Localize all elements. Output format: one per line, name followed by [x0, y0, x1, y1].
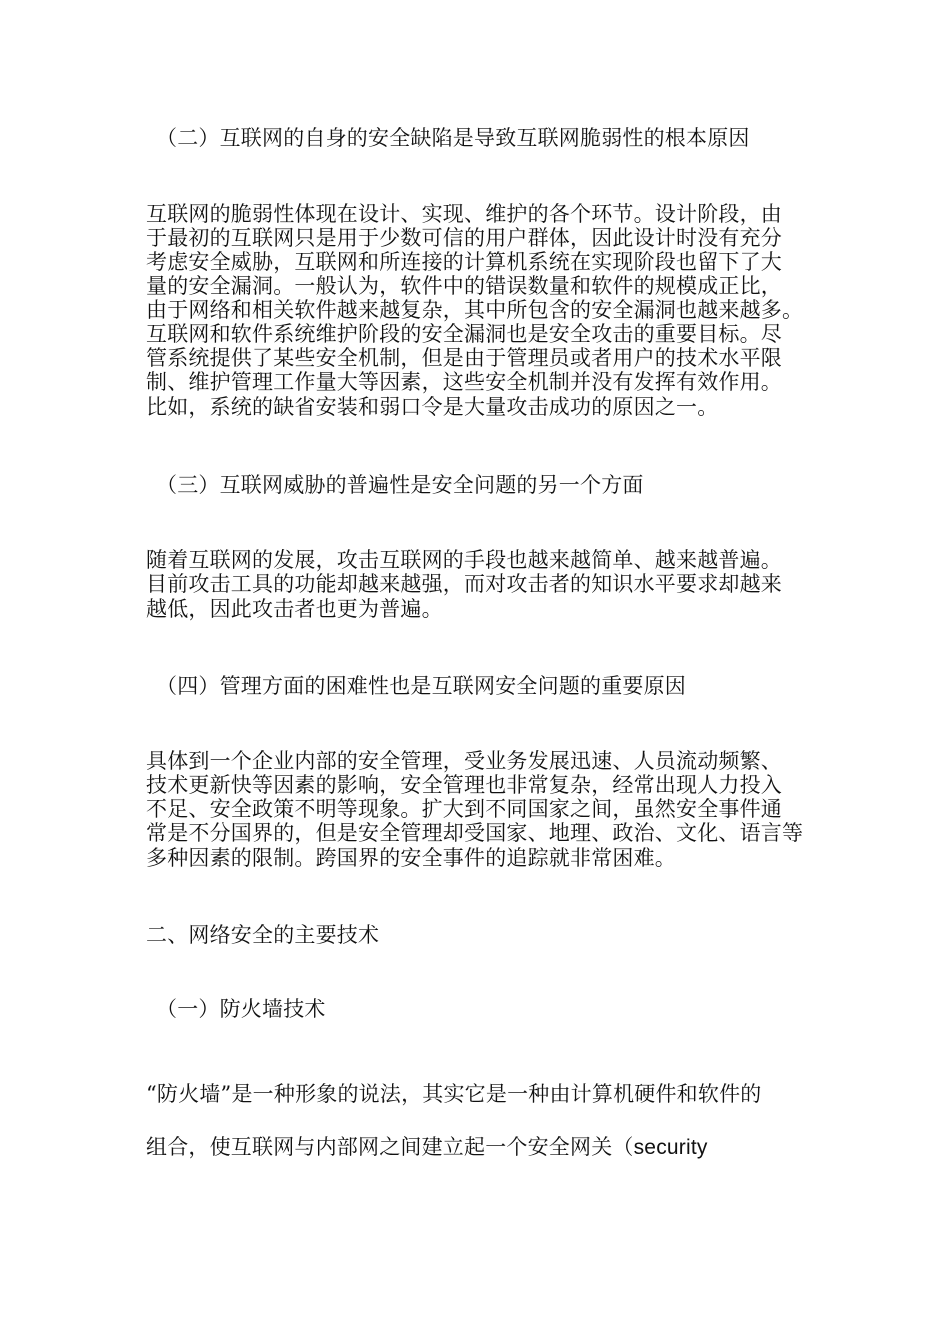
heading-section-2: （二）互联网的自身的安全缺陷是导致互联网脆弱性的根本原因 [156, 126, 750, 150]
paragraph-line: 互联网和软件系统维护阶段的安全漏洞也是安全攻击的重要目标。尽 [146, 322, 782, 346]
paragraph-latin-term: security [633, 1136, 708, 1159]
paragraph-line: 管系统提供了某些安全机制，但是由于管理员或者用户的技术水平限 [146, 346, 782, 370]
heading-section-3: （三）互联网威胁的普遍性是安全问题的另一个方面 [156, 473, 644, 497]
paragraph-line: 越低，因此攻击者也更为普遍。 [146, 597, 443, 621]
paragraph-line: 随着互联网的发展，攻击互联网的手段也越来越简单、越来越普遍。 [146, 548, 782, 572]
paragraph-text: 组合，使互联网与内部网之间建立起一个安全网关（ [146, 1135, 634, 1159]
paragraph-line: 于最初的互联网只是用于少数可信的用户群体，因此设计时没有充分 [146, 226, 782, 250]
paragraph-line: 互联网的脆弱性体现在设计、实现、维护的各个环节。设计阶段，由 [146, 202, 782, 226]
section-title: 二、网络安全的主要技术 [146, 923, 380, 947]
paragraph-line: 不足、安全政策不明等现象。扩大到不同国家之间，虽然安全事件通 [146, 797, 782, 821]
subsection-title: （一）防火墙技术 [156, 997, 326, 1021]
paragraph-line: 具体到一个企业内部的安全管理，受业务发展迅速、人员流动频繁、 [146, 749, 782, 773]
paragraph-line: “防火墙”是一种形象的说法，其实它是一种由计算机硬件和软件的 [146, 1082, 762, 1106]
paragraph-line: 由于网络和相关软件越来越复杂，其中所包含的安全漏洞也越来越多。 [146, 298, 804, 322]
paragraph-line: 制、维护管理工作量大等因素，这些安全机制并没有发挥有效作用。 [146, 370, 782, 394]
paragraph-line: 多种因素的限制。跨国界的安全事件的追踪就非常困难。 [146, 846, 676, 870]
paragraph-line: 常是不分国界的，但是安全管理却受国家、地理、政治、文化、语言等 [146, 821, 804, 845]
paragraph-line: 目前攻击工具的功能却越来越强，而对攻击者的知识水平要求却越来 [146, 572, 782, 596]
paragraph-line: 技术更新快等因素的影响，安全管理也非常复杂，经常出现人力投入 [146, 773, 782, 797]
paragraph-line: 考虑安全威胁，互联网和所连接的计算机系统在实现阶段也留下了大 [146, 250, 782, 274]
paragraph-line: 比如，系统的缺省安装和弱口令是大量攻击成功的原因之一。 [146, 395, 719, 419]
paragraph-line: 量的安全漏洞。一般认为，软件中的错误数量和软件的规模成正比， [146, 274, 782, 298]
heading-section-4: （四）管理方面的困难性也是互联网安全问题的重要原因 [156, 674, 686, 698]
paragraph-line [146, 1135, 708, 1160]
